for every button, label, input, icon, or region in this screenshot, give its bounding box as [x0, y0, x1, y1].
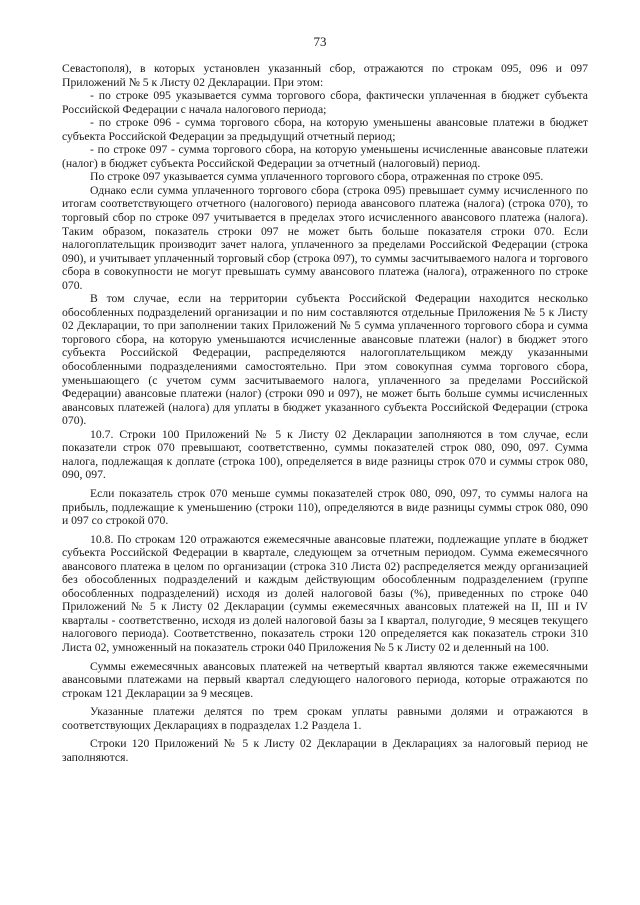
paragraph-fourth-quarter: Суммы ежемесячных авансовых платежей на четвертый квартал являются также ежемесячными авансовыми платежами на первый квартал следующего налогового периода, которые отражаются по строкам 121 Декларации за 9 месяцев.	[62, 659, 588, 700]
paragraph-separate-divisions: В том случае, если на территории субъекта Российской Федерации находится несколько обособленных подразделений организации и по ним составляются отдельные Приложения № 5 к Листу 02 Декларации, то при заполнении таких Приложений № 5 сумма уплаченного торгового сбора и сумма торгового сбора, на которую уменьшаются исчисленные авансовые платежи (налог) в бюджет этого субъекта Российской Федерации, распределяются налогоплательщиком между указанными обособленными подразделениями самостоятельно. При этом совокупная сумма торгового сбора, уменьшающего (с учетом сумм засчитываемого налога, уплаченного за пределами Российской Федерации) авансовые платежи (налог) (строки 090 и 097), не может быть больше суммы исчисленных авансовых платежей (налога) для уплаты в бюджет указанного субъекта Российской Федерации (строка 070).	[62, 292, 588, 428]
list-item-line-096: - по строке 096 - сумма торгового сбора, на которую уменьшены авансовые платежи в бюджет субъекта Российской Федерации за предыдущий отчетный период;	[62, 116, 588, 143]
paragraph-reduction: Если показатель строк 070 меньше суммы показателей строк 080, 090, 097, то суммы налога на прибыль, подлежащие к уменьшению (строки 110), определяются в виде разницы суммы строк 080, 090 и 097 со строкой 070.	[62, 486, 588, 528]
paragraph-continuation: Севастополя), в которых установлен указанный сбор, отражаются по строкам 095, 096 и 097 Приложений № 5 к Листу 02 Декларации. При этом:	[62, 62, 588, 89]
paragraph-payment-terms: Указанные платежи делятся по трем срокам уплаты равными долями и отражаются в соответствующих Декларациях в подразделах 1.2 Раздела 1.	[62, 705, 588, 732]
paragraph-trade-fee-limit: Однако если сумма уплаченного торгового сбора (строка 095) превышает сумму исчисленного по итогам соответствующего отчетного (налогового) периода авансового платежа (налога) (строка 070), то торговый сбор по строке 097 учитывается в пределах этого исчисленного авансового платежа (налога). Таким образом, показатель строки 097 не может быть больше показателя строки 070. Если налогоплательщик производит зачет налога, уплаченного за пределами Российской Федерации (строка 090), и учитывает уплаченный торговый сбор (строка 097), то суммы засчитываемого налога и торгового сбора в совокупности не могут превышать сумму авансового платежа (налога), отраженного по строке 070.	[62, 183, 588, 292]
paragraph-line-097-note: По строке 097 указывается сумма уплаченного торгового сбора, отраженная по строке 095.	[90, 170, 544, 184]
paragraph-section-10-8: 10.8. По строкам 120 отражаются ежемесячные авансовые платежи, подлежащие уплате в бюджет субъекта Российской Федерации в квартале, следующем за отчетным периодом. Сумма ежемесячного авансового платежа в целом по организации (строка 310 Листа 02) распределяется между организацией без обособленных подразделений и каждым действующим обособленным подразделением (группе обособленных подразделений) исходя из долей налоговой базы (%), приведенных по строке 040 Приложений № 5 к Листу 02 Декларации (суммы ежемесячных авансовых платежей на II, III и IV кварталы - соответственно, исходя из долей налоговой базы за I квартал, полугодие, 9 месяцев текущего налогового периода). Соответственно, показатель строки 120 определяется как показатель строки 310 Листа 02, умноженный на показатель строки 040 Приложения № 5 к Листу 02 и деленный на 100.	[62, 532, 588, 654]
page-number: 73	[313, 34, 327, 49]
document-body	[62, 62, 588, 764]
list-item-line-095: - по строке 095 указывается сумма торгового сбора, фактически уплаченная в бюджет субъекта Российской Федерации с начала налогового периода;	[62, 89, 588, 116]
paragraph-line-120-note: Строки 120 Приложений № 5 к Листу 02 Декларации в Декларациях за налоговый период не заполняются.	[62, 737, 588, 764]
paragraph-section-10-7: 10.7. Строки 100 Приложений № 5 к Листу 02 Декларации заполняются в том случае, если показатели строк 070 превышают, соответственно, суммы показателей строк 080, 090, 097. Сумма налога, подлежащая к доплате (строка 100), определяется в виде разницы строк 070 и суммы строк 080, 090, 097.	[62, 427, 588, 482]
list-item-line-097: - по строке 097 - сумма торгового сбора, на которую уменьшены исчисленные авансовые платежи (налог) в бюджет субъекта Российской Федерации за отчетный (налоговый) период.	[62, 143, 588, 170]
